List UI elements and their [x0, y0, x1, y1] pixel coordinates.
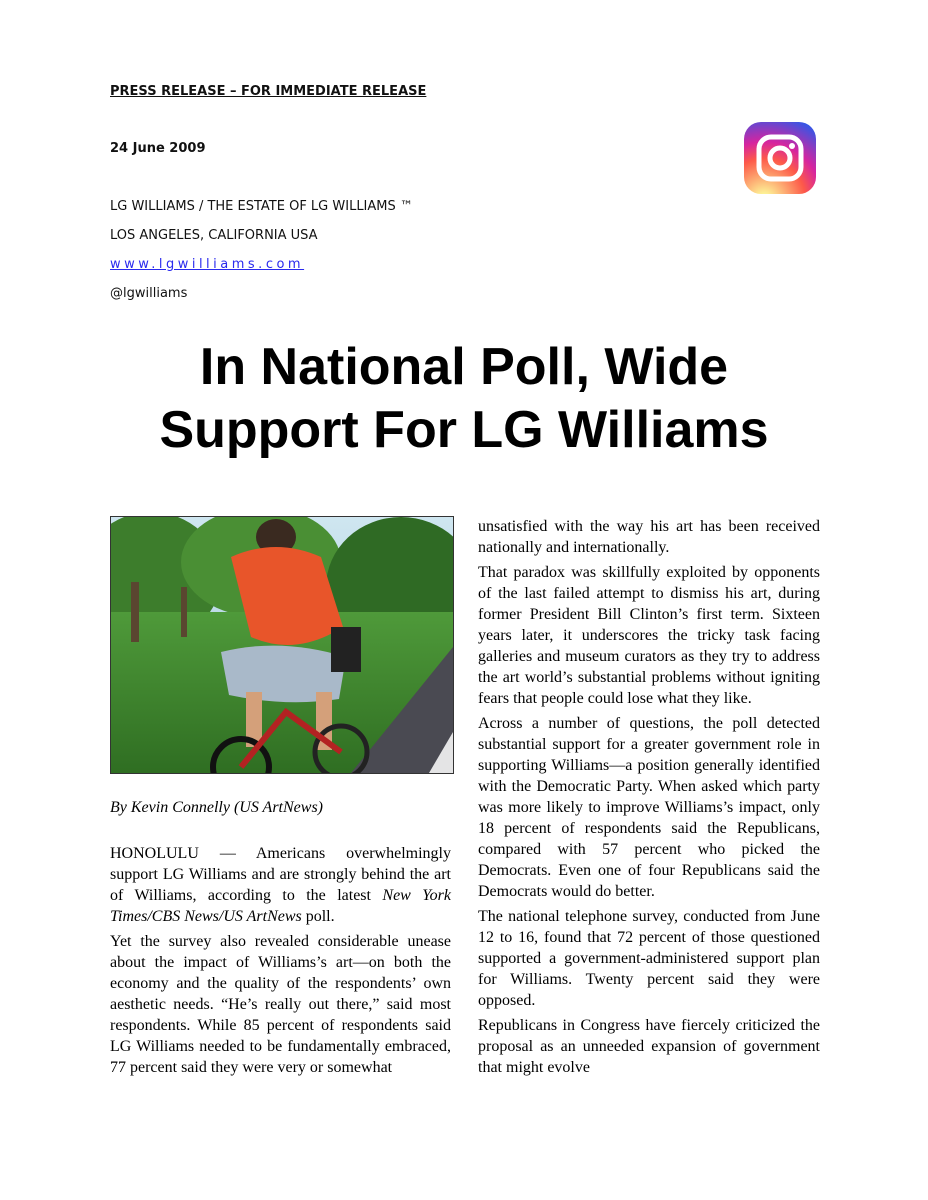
instagram-icon[interactable] — [744, 122, 816, 194]
headline-line-1: In National Poll, Wide — [199, 338, 729, 396]
headline-line-2: Support For LG Williams — [159, 401, 769, 459]
instagram-glyph — [744, 122, 816, 194]
paragraph-text: poll. — [301, 908, 335, 925]
headline — [0, 336, 928, 462]
cyclist-photo — [111, 517, 453, 773]
location: LOS ANGELES, CALIFORNIA USA — [110, 228, 318, 243]
left-column — [110, 843, 451, 1082]
byline: By Kevin Connelly (US ArtNews) — [110, 799, 323, 816]
paragraph: That paradox was skillfully exploited by opponents of the last failed attempt to dismiss his art, during former President Bill Clinton’s first term. Sixteen years later, it underscores the tricky task facing galleries and museum curators as they try to address the art world’s substantial problems without igniting fears that people could lose what they like. — [478, 564, 820, 707]
paragraph: unsatisfied with the way his art has been received nationally and internationally. — [478, 518, 820, 556]
right-column — [478, 516, 820, 1082]
article-photo — [110, 516, 454, 774]
release-label: PRESS RELEASE – FOR IMMEDIATE RELEASE — [110, 84, 427, 99]
paragraph: Republicans in Congress have fiercely criticized the proposal as an unneeded expansion of government that might evolve — [478, 1017, 820, 1076]
paragraph: Yet the survey also revealed considerable unease about the impact of Williams’s art—on both the economy and the quality of the respondents’ own aesthetic needs. “He’s really out there,” said most respondents. While 85 percent of respondents said LG Williams needed to be fundamentally embraced, 77 percent said they were very or somewhat — [110, 933, 451, 1076]
paragraph: Across a number of questions, the poll detected substantial support for a greater government role in supporting Williams—a position generally identified with the Democratic Party. When asked which party was more likely to improve Williams’s impact, only 18 percent of respondents said the Republicans, compared with 57 percent who picked the Democrats. Even one of four Republicans said the Democrats would do better. — [478, 715, 820, 900]
paragraph-text: HONOLULU — Americans overwhelmingly support LG Williams and are strongly behind the art of Williams, according to the latest — [110, 845, 451, 904]
poll-source: New York Times/CBS News/US ArtNews — [110, 887, 452, 925]
social-handle: @lgwilliams — [110, 286, 188, 301]
paragraph — [110, 843, 451, 927]
release-date: 24 June 2009 — [110, 141, 206, 156]
website-link[interactable]: www.lgwilliams.com — [110, 257, 305, 272]
paragraph: The national telephone survey, conducted from June 12 to 16, found that 72 percent of those questioned supported a government-administered support plan for Williams. Twenty percent said they were opposed. — [478, 908, 820, 1009]
organization-name: LG WILLIAMS / THE ESTATE OF LG WILLIAMS ™ — [110, 199, 413, 214]
